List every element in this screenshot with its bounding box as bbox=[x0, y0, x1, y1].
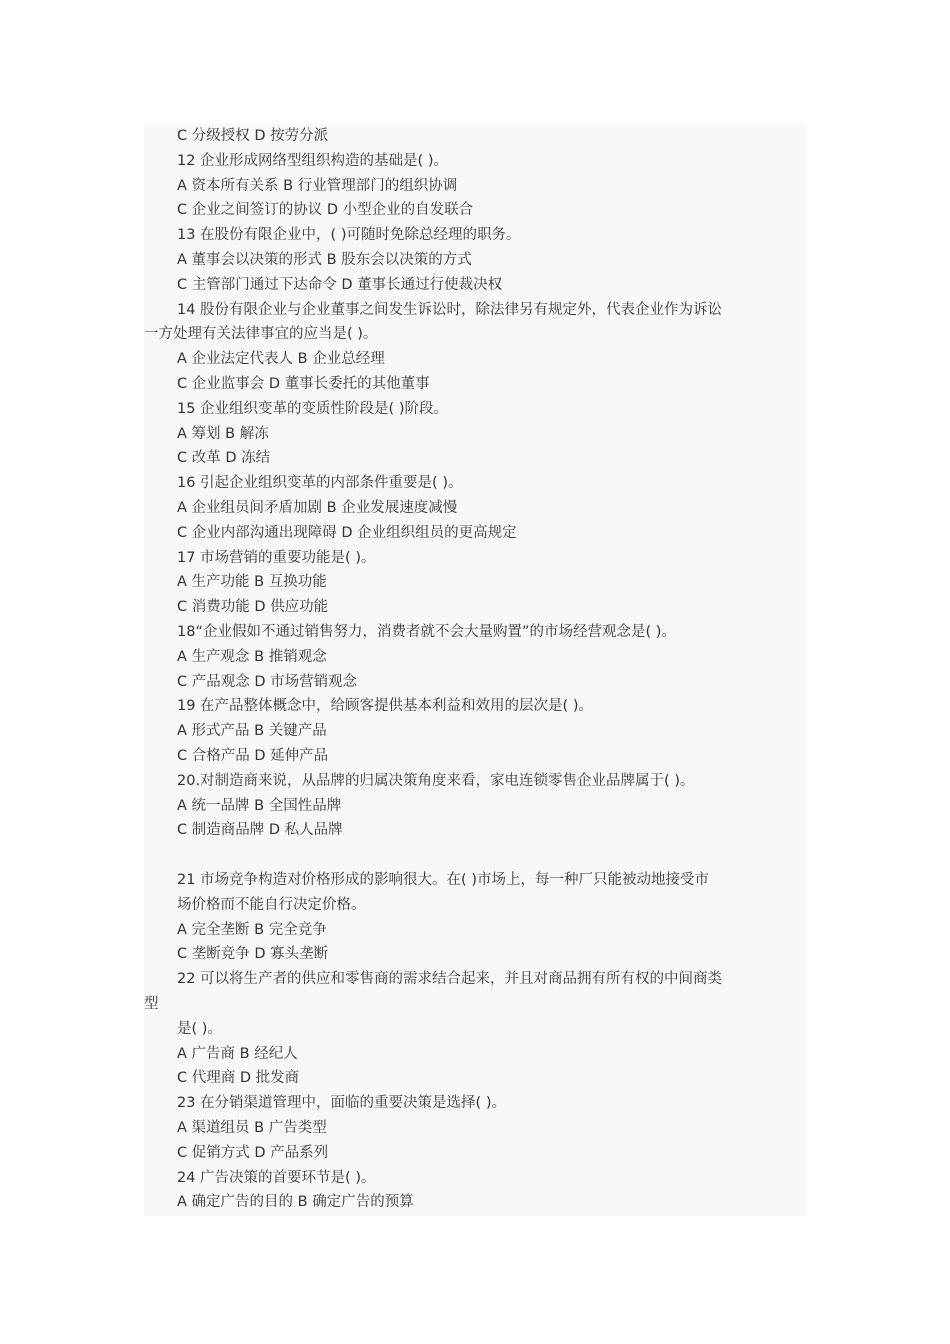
question-22-wrap: 型 bbox=[144, 996, 159, 1012]
options-ab: A 形式产品 B 关键产品 bbox=[177, 723, 327, 740]
question-14: 14 股份有限企业与企业董事之间发生诉讼时，除法律另有规定外，代表企业作为诉讼 bbox=[177, 301, 723, 318]
options-ab: A 企业法定代表人 B 企业总经理 bbox=[177, 351, 385, 368]
question-20: 20.对制造商来说，从品牌的归属决策角度来看，家电连锁零售企业品牌属于( )。 bbox=[177, 772, 695, 789]
question-24: 24 广告决策的首要环节是( )。 bbox=[177, 1169, 376, 1186]
question-16: 16 引起企业组织变革的内部条件重要是( )。 bbox=[177, 475, 463, 492]
question-12: 12 企业形成网络型组织构造的基础是( )。 bbox=[177, 152, 448, 169]
document-page bbox=[144, 124, 806, 1216]
options-cd: C 主管部门通过下达命令 D 董事长通过行使裁决权 bbox=[177, 276, 503, 293]
options-cd: C 企业监事会 D 董事长委托的其他董事 bbox=[177, 376, 430, 392]
question-23: 23 在分销渠道管理中，面临的重要决策是选择( )。 bbox=[177, 1095, 506, 1112]
options-ab: A 生产观念 B 推销观念 bbox=[177, 648, 327, 665]
question-17: 17 市场营销的重要功能是( )。 bbox=[177, 549, 376, 566]
options-ab: A 董事会以决策的形式 B 股东会以决策的方式 bbox=[177, 252, 472, 268]
options-cd: C 企业之间签订的协议 D 小型企业的自发联合 bbox=[177, 202, 474, 219]
options-ab: A 确定广告的目的 B 确定广告的预算 bbox=[177, 1194, 414, 1211]
question-13: 13 在股份有限企业中，( )可随时免除总经理的职务。 bbox=[177, 227, 521, 244]
question-21-cont: 场价格而不能自行决定价格。 bbox=[177, 896, 366, 913]
options-cd: C 促销方式 D 产品系列 bbox=[177, 1144, 329, 1161]
options-cd: C 企业内部沟通出现障碍 D 企业组织组员的更高规定 bbox=[177, 524, 517, 541]
question-19: 19 在产品整体概念中，给顾客提供基本利益和效用的层次是( )。 bbox=[177, 698, 593, 715]
options-ab: A 广告商 B 经纪人 bbox=[177, 1045, 298, 1062]
options-ab: A 资本所有关系 B 行业管理部门的组织协调 bbox=[177, 177, 458, 194]
question-15: 15 企业组织变革的变质性阶段是( )阶段。 bbox=[177, 400, 448, 417]
options-cd: C 合格产品 D 延伸产品 bbox=[177, 748, 329, 764]
options-cd: C 代理商 D 批发商 bbox=[177, 1070, 300, 1087]
options-ab: A 生产功能 B 互换功能 bbox=[177, 574, 327, 591]
options-ab: A 筹划 B 解冻 bbox=[177, 425, 269, 442]
options-cd: C 垄断竞争 D 寡头垄断 bbox=[177, 946, 329, 963]
options-ab: A 渠道组员 B 广告类型 bbox=[177, 1120, 327, 1136]
question-18: 18“企业假如不通过销售努力，消费者就不会大量购置”的市场经营观念是( )。 bbox=[177, 624, 676, 640]
options-ab: A 统一品牌 B 全国性品牌 bbox=[177, 797, 342, 814]
options-cd: C 消费功能 D 供应功能 bbox=[177, 599, 329, 616]
question-22-cont: 是( )。 bbox=[177, 1020, 222, 1037]
text-line: C 分级授权 D 按劳分派 bbox=[177, 128, 329, 144]
question-21: 21 市场竞争构造对价格形成的影响很大。在( )市场上，每一种厂只能被动地接受市 bbox=[177, 872, 709, 888]
options-ab: A 完全垄断 B 完全竞争 bbox=[177, 921, 327, 938]
question-14-cont: 一方处理有关法律事宜的应当是( )。 bbox=[144, 326, 378, 343]
question-22: 22 可以将生产者的供应和零售商的需求结合起来，并且对商品拥有所有权的中间商类 bbox=[177, 971, 723, 988]
options-cd: C 制造商品牌 D 私人品牌 bbox=[177, 822, 343, 839]
options-cd: C 产品观念 D 市场营销观念 bbox=[177, 673, 358, 690]
options-ab: A 企业组员间矛盾加剧 B 企业发展速度减慢 bbox=[177, 500, 458, 516]
options-cd: C 改革 D 冻结 bbox=[177, 450, 271, 467]
